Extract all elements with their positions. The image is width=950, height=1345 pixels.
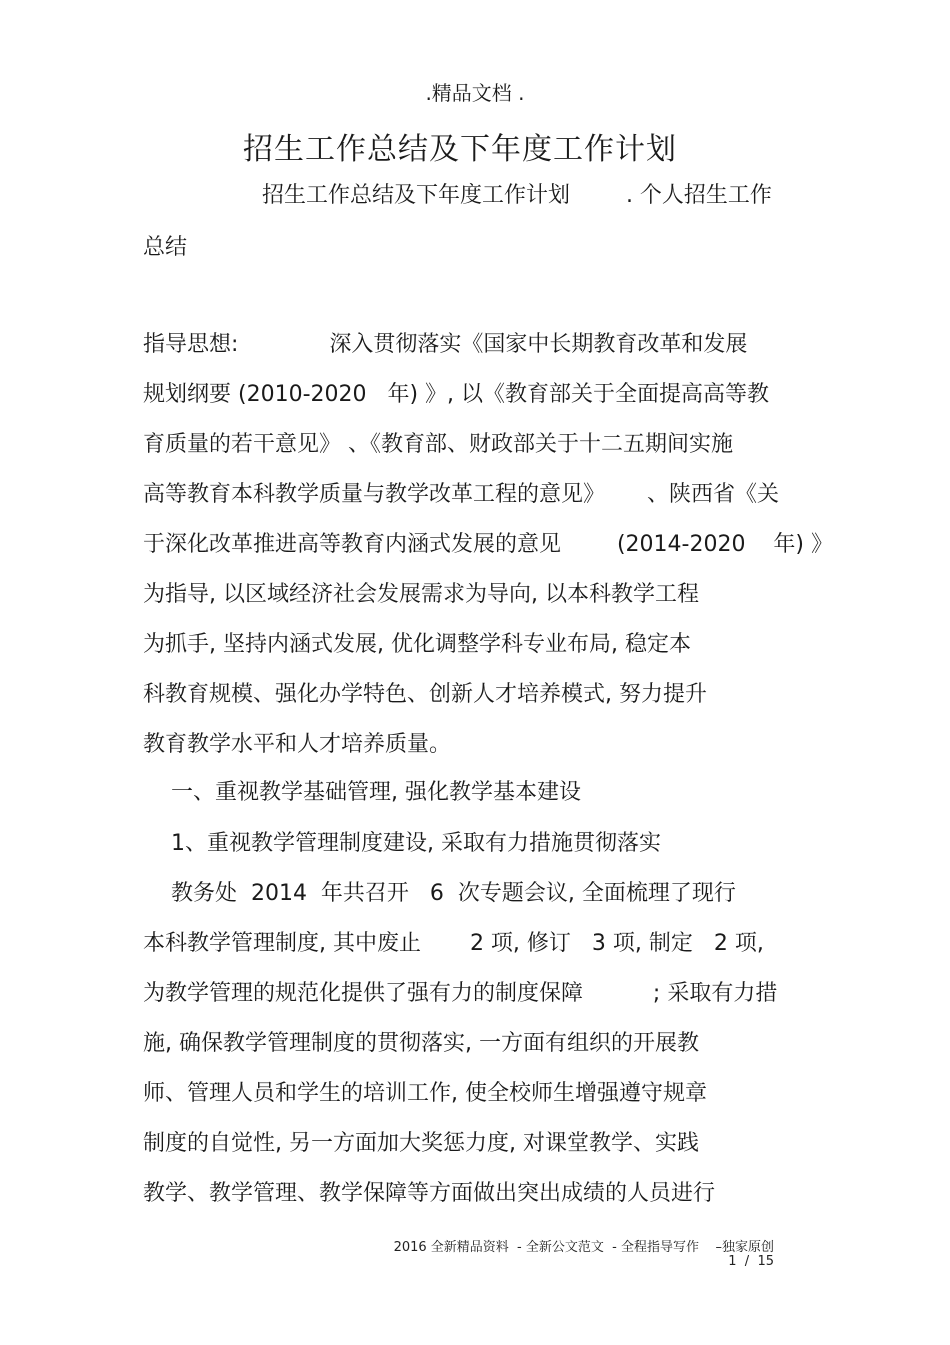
body-line: 育质量的若干意见》 、《教育部、财政部关于十二五期间实施: [143, 432, 733, 457]
body-line: 施, 确保教学管理制度的贯彻落实, 一方面有组织的开展教: [143, 1031, 699, 1056]
subtitle-line-2: 总结: [143, 235, 188, 260]
body-line: 为抓手, 坚持内涵式发展, 优化调整学科专业布局, 稳定本: [143, 632, 691, 657]
body-line: 为指导, 以区域经济社会发展需求为导向, 以本科教学工程: [143, 582, 699, 607]
body-line: 于深化改革推进高等教育内涵式发展的意见 (2014-2020 年) 》: [143, 532, 833, 557]
subtitle-line-1: 招生工作总结及下年度工作计划 . 个人招生工作: [262, 183, 772, 208]
document-title: 招生工作总结及下年度工作计划: [243, 132, 677, 167]
body-line: 教学、教学管理、教学保障等方面做出突出成绩的人员进行: [143, 1181, 716, 1206]
section-heading: 一、重视教学基础管理, 强化教学基本建设: [143, 780, 581, 805]
body-line: 为教学管理的规范化提供了强有力的制度保障 ; 采取有力措: [143, 981, 778, 1006]
footer-note: 2016 全新精品资料 - 全新公文范文 - 全程指导写作 –独家原创: [393, 1240, 774, 1255]
page-header: .精品文档 .: [425, 81, 525, 105]
page-number: 1 / 15: [728, 1254, 774, 1269]
body-line: 教育教学水平和人才培养质量。: [143, 732, 452, 757]
body-line: 高等教育本科教学质量与教学改革工程的意见》 、陕西省《关: [143, 482, 779, 507]
body-line: 教务处 2014 年共召开 6 次专题会议, 全面梳理了现行: [143, 881, 736, 906]
body-line: 规划纲要 (2010-2020 年) 》, 以《教育部关于全面提高高等教: [143, 382, 770, 407]
subsection-heading: 1、重视教学管理制度建设, 采取有力措施贯彻落实: [143, 831, 661, 856]
body-line: 制度的自觉性, 另一方面加大奖惩力度, 对课堂教学、实践: [143, 1131, 699, 1156]
body-line: 师、管理人员和学生的培训工作, 使全校师生增强遵守规章: [143, 1081, 707, 1106]
body-line: 本科教学管理制度, 其中废止 2 项, 修订 3 项, 制定 2 项,: [143, 931, 764, 956]
body-line: 科教育规模、强化办学特色、创新人才培养模式, 努力提升: [143, 682, 707, 707]
body-line: 指导思想: 深入贯彻落实《国家中长期教育改革和发展: [143, 332, 748, 357]
